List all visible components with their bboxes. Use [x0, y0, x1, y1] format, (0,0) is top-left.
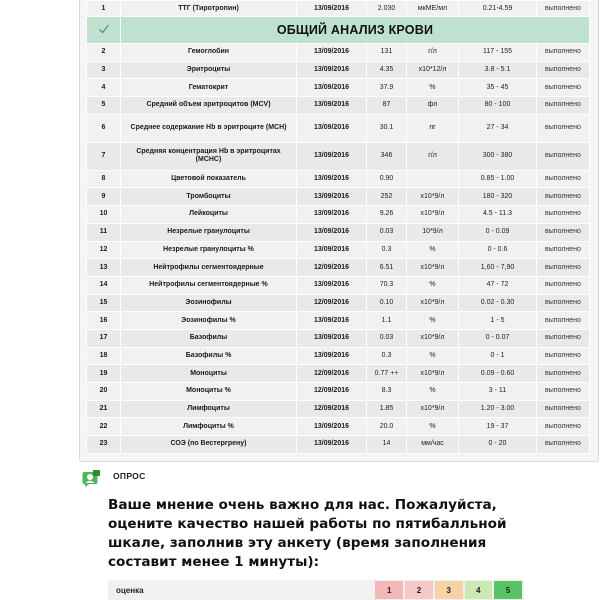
test-unit: %	[407, 347, 459, 365]
test-name: Нейтрофилы сегментоядерные	[121, 259, 297, 277]
test-name: Средний объем эритроцитов (MCV)	[121, 97, 297, 115]
test-date: 13/09/2016	[297, 312, 367, 330]
table-row	[87, 223, 590, 241]
test-unit: фл	[407, 97, 459, 115]
test-unit: x10*9/л	[407, 259, 459, 277]
test-name: Цветовой показатель	[121, 170, 297, 188]
test-date: 12/09/2016	[297, 259, 367, 277]
test-unit: x10*9/л	[407, 365, 459, 383]
test-reference: 300 - 380	[459, 142, 537, 170]
test-status: выполнено	[537, 1, 590, 17]
table-row	[87, 276, 590, 294]
test-date: 13/09/2016	[297, 347, 367, 365]
row-number: 15	[87, 294, 121, 312]
test-name: Эритроциты	[121, 61, 297, 79]
test-value: 87	[367, 97, 407, 115]
test-reference: 180 - 320	[459, 188, 537, 206]
test-name: Эозинофилы	[121, 294, 297, 312]
test-date: 13/09/2016	[297, 1, 367, 17]
row-number: 10	[87, 206, 121, 224]
test-value: 0.3	[367, 347, 407, 365]
test-status: выполнено	[537, 365, 590, 383]
row-number: 23	[87, 436, 121, 454]
table-row	[87, 365, 590, 383]
row-number: 19	[87, 365, 121, 383]
table-row	[87, 241, 590, 259]
test-value: 37.9	[367, 79, 407, 97]
row-number: 13	[87, 259, 121, 277]
table-row	[87, 170, 590, 188]
test-date: 13/09/2016	[297, 97, 367, 115]
test-name: Среднее содержание Hb в эритроците (MCH)	[121, 114, 297, 142]
test-unit: x10*9/л	[407, 206, 459, 224]
test-value: 30.1	[367, 114, 407, 142]
row-number: 11	[87, 223, 121, 241]
test-date: 12/09/2016	[297, 383, 367, 401]
row-number: 22	[87, 418, 121, 436]
row-number: 2	[87, 44, 121, 62]
test-value: 4.35	[367, 61, 407, 79]
table-row	[87, 44, 590, 62]
test-unit: г/л	[407, 142, 459, 170]
table-row	[87, 188, 590, 206]
test-unit: %	[407, 276, 459, 294]
test-name: Незрелые гранулоциты	[121, 223, 297, 241]
test-unit: x10*9/л	[407, 400, 459, 418]
test-reference: 4.5 - 11.3	[459, 206, 537, 224]
test-reference: 0.85 - 1.00	[459, 170, 537, 188]
rating-4-button[interactable]: 4	[465, 581, 493, 599]
test-value: 2.030	[367, 1, 407, 17]
test-date: 13/09/2016	[297, 329, 367, 347]
test-status: выполнено	[537, 294, 590, 312]
test-reference: 0 - 1	[459, 347, 537, 365]
test-name: Лимфоциты %	[121, 418, 297, 436]
test-date: 13/09/2016	[297, 206, 367, 224]
test-status: выполнено	[537, 206, 590, 224]
test-name: Гемоглобин	[121, 44, 297, 62]
table-row	[87, 259, 590, 277]
test-status: выполнено	[537, 114, 590, 142]
test-date: 13/09/2016	[297, 188, 367, 206]
test-name: СОЭ (по Вестергрену)	[121, 436, 297, 454]
test-status: выполнено	[537, 418, 590, 436]
test-status: выполнено	[537, 259, 590, 277]
test-unit: x10*9/л	[407, 188, 459, 206]
row-number: 4	[87, 79, 121, 97]
test-date: 13/09/2016	[297, 223, 367, 241]
table-row	[87, 347, 590, 365]
test-unit: мкМЕ/мл	[407, 1, 459, 17]
test-reference: 0.21-4.59	[459, 1, 537, 17]
test-date: 13/09/2016	[297, 61, 367, 79]
row-number: 20	[87, 383, 121, 401]
table-row	[87, 206, 590, 224]
test-status: выполнено	[537, 241, 590, 259]
row-number: 17	[87, 329, 121, 347]
test-status: выполнено	[537, 312, 590, 330]
test-date: 12/09/2016	[297, 365, 367, 383]
table-row	[87, 436, 590, 454]
test-value: 20.0	[367, 418, 407, 436]
test-value: 346	[367, 142, 407, 170]
test-status: выполнено	[537, 61, 590, 79]
test-status: выполнено	[537, 170, 590, 188]
test-date: 13/09/2016	[297, 241, 367, 259]
survey-text: Ваше мнение очень важно для нас. Пожалуйста, оцените качество нашей работы по пятибалльной шкале, заполнив эту анкету (время заполнения составит менее 1 минуты):	[108, 497, 507, 570]
row-number: 9	[87, 188, 121, 206]
test-reference: 0 - 20	[459, 436, 537, 454]
row-number: 8	[87, 170, 121, 188]
test-date: 12/09/2016	[297, 400, 367, 418]
row-number: 6	[87, 114, 121, 142]
test-value: 1.85	[367, 400, 407, 418]
test-unit: %	[407, 312, 459, 330]
test-name: Незрелые гранулоциты %	[121, 241, 297, 259]
test-unit: x10*12/л	[407, 61, 459, 79]
test-value: 0.10	[367, 294, 407, 312]
test-reference: 1,60 - 7,90	[459, 259, 537, 277]
test-reference: 47 - 72	[459, 276, 537, 294]
test-name: ТТГ (Тиротропин)	[121, 1, 297, 17]
test-unit: %	[407, 241, 459, 259]
table-row	[87, 329, 590, 347]
test-value: 8.3	[367, 383, 407, 401]
test-reference: 0.02 - 0.30	[459, 294, 537, 312]
test-unit: %	[407, 79, 459, 97]
test-name: Моноциты	[121, 365, 297, 383]
test-status: выполнено	[537, 400, 590, 418]
test-date: 13/09/2016	[297, 114, 367, 142]
test-status: выполнено	[537, 188, 590, 206]
test-status: выполнено	[537, 383, 590, 401]
row-number: 18	[87, 347, 121, 365]
test-date: 13/09/2016	[297, 142, 367, 170]
test-value: 0.03	[367, 223, 407, 241]
test-value: 131	[367, 44, 407, 62]
table-row	[87, 97, 590, 115]
test-unit	[407, 170, 459, 188]
checkmark-icon	[87, 17, 121, 44]
test-reference: 1.20 - 3.00	[459, 400, 537, 418]
rating-2-button[interactable]: 2	[405, 581, 433, 599]
test-reference: 19 - 37	[459, 418, 537, 436]
test-unit: пг	[407, 114, 459, 142]
test-reference: 0.09 - 0.60	[459, 365, 537, 383]
row-number: 16	[87, 312, 121, 330]
survey-icon	[82, 470, 100, 488]
test-date: 12/09/2016	[297, 294, 367, 312]
test-reference: 27 - 34	[459, 114, 537, 142]
test-unit: x10*9/л	[407, 329, 459, 347]
table-row	[87, 114, 590, 142]
test-reference: 80 - 100	[459, 97, 537, 115]
test-date: 13/09/2016	[297, 436, 367, 454]
test-reference: 1 - 5	[459, 312, 537, 330]
rating-label: оценка	[116, 585, 144, 595]
test-name: Лимфоциты	[121, 400, 297, 418]
survey-label: ОПРОС	[113, 471, 146, 481]
test-unit: x10*9/л	[407, 294, 459, 312]
test-name: Средняя концентрация Hb в эритроцитах (MCHC)	[121, 142, 297, 170]
table-row	[87, 294, 590, 312]
test-status: выполнено	[537, 97, 590, 115]
rating-1-button[interactable]: 1	[375, 581, 403, 599]
test-reference: 0 - 0.6	[459, 241, 537, 259]
test-reference: 35 - 45	[459, 79, 537, 97]
test-value: 0.90	[367, 170, 407, 188]
test-name: Нейтрофилы сегментоядерные %	[121, 276, 297, 294]
row-number: 7	[87, 142, 121, 170]
row-number: 14	[87, 276, 121, 294]
results-table	[86, 0, 590, 454]
section-title: ОБЩИЙ АНАЛИЗ КРОВИ	[121, 17, 590, 44]
test-date: 13/09/2016	[297, 79, 367, 97]
test-name: Моноциты %	[121, 383, 297, 401]
table-row	[87, 400, 590, 418]
test-reference: 0 - 0.09	[459, 223, 537, 241]
rating-3-button[interactable]: 3	[435, 581, 463, 599]
test-value: 0.77 ++	[367, 365, 407, 383]
test-value: 252	[367, 188, 407, 206]
test-status: выполнено	[537, 276, 590, 294]
test-status: выполнено	[537, 223, 590, 241]
rating-5-button[interactable]: 5	[494, 581, 522, 599]
row-number: 12	[87, 241, 121, 259]
section-header	[87, 17, 590, 44]
test-status: выполнено	[537, 79, 590, 97]
table-row	[87, 142, 590, 170]
test-status: выполнено	[537, 142, 590, 170]
test-value: 1.1	[367, 312, 407, 330]
row-number: 5	[87, 97, 121, 115]
table-row	[87, 418, 590, 436]
test-reference: 117 - 155	[459, 44, 537, 62]
test-value: 70.3	[367, 276, 407, 294]
row-number: 3	[87, 61, 121, 79]
test-name: Гематокрит	[121, 79, 297, 97]
test-unit: 10*9/л	[407, 223, 459, 241]
table-row	[87, 61, 590, 79]
table-row	[87, 383, 590, 401]
table-row	[87, 1, 590, 17]
rating-row	[108, 580, 524, 600]
test-reference: 3 - 11	[459, 383, 537, 401]
test-value: 6.51	[367, 259, 407, 277]
test-unit: г/л	[407, 44, 459, 62]
table-row	[87, 312, 590, 330]
test-reference: 0 - 0.07	[459, 329, 537, 347]
test-status: выполнено	[537, 44, 590, 62]
test-date: 13/09/2016	[297, 418, 367, 436]
test-status: выполнено	[537, 436, 590, 454]
test-status: выполнено	[537, 329, 590, 347]
test-date: 13/09/2016	[297, 276, 367, 294]
test-value: 0.3	[367, 241, 407, 259]
test-name: Лейкоциты	[121, 206, 297, 224]
test-date: 13/09/2016	[297, 44, 367, 62]
test-name: Тромбоциты	[121, 188, 297, 206]
table-row	[87, 79, 590, 97]
test-status: выполнено	[537, 347, 590, 365]
test-date: 13/09/2016	[297, 170, 367, 188]
test-value: 9.26	[367, 206, 407, 224]
test-reference: 3.8 - 5.1	[459, 61, 537, 79]
row-number: 21	[87, 400, 121, 418]
test-unit: мм/час	[407, 436, 459, 454]
test-value: 14	[367, 436, 407, 454]
test-unit: %	[407, 383, 459, 401]
test-name: Базофилы	[121, 329, 297, 347]
test-unit: %	[407, 418, 459, 436]
test-value: 0.03	[367, 329, 407, 347]
row-number: 1	[87, 1, 121, 17]
test-name: Базофилы %	[121, 347, 297, 365]
test-name: Эозинофилы %	[121, 312, 297, 330]
